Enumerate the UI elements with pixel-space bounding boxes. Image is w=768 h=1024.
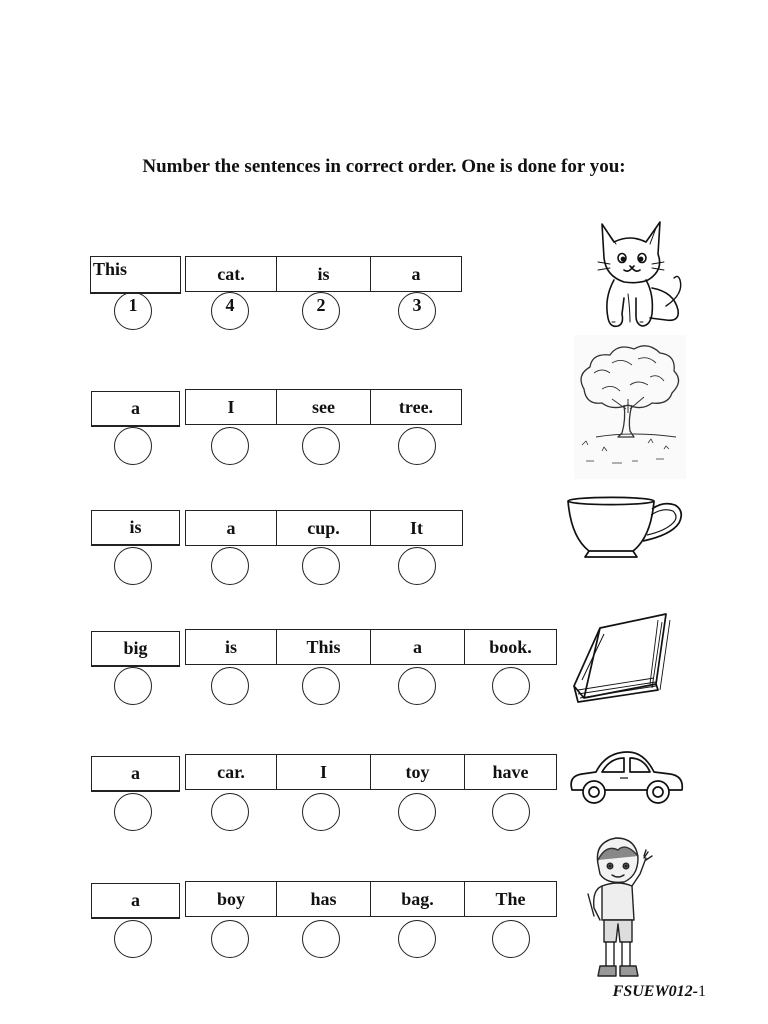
footer-code: FSUEW012- [612, 983, 698, 1000]
word-box: a [91, 883, 180, 919]
instruction-title: Number the sentences in correct order. One is done for you: [142, 156, 626, 177]
word-box: cat. [185, 256, 277, 292]
word-box: tree. [370, 389, 462, 425]
word-box: a [91, 756, 180, 792]
order-circle[interactable] [398, 547, 436, 585]
order-circle[interactable] [398, 793, 436, 831]
sentence-row-5 [0, 754, 560, 844]
order-circle[interactable] [211, 793, 249, 831]
word-box: This [90, 256, 181, 294]
order-circle[interactable] [302, 793, 340, 831]
word-box: The [464, 881, 557, 917]
car-picture [566, 746, 688, 810]
word-box: boy [185, 881, 277, 917]
sentence-row-4 [0, 629, 560, 719]
order-circle[interactable] [114, 920, 152, 958]
order-circle[interactable] [114, 793, 152, 831]
order-circle[interactable] [211, 427, 249, 465]
page-number: 1 [698, 983, 706, 1000]
word-box: a [370, 629, 465, 665]
order-circle[interactable] [114, 667, 152, 705]
word-box: This [276, 629, 371, 665]
word-box: It [370, 510, 463, 546]
order-circle[interactable] [302, 667, 340, 705]
word-box: a [91, 391, 180, 427]
word-box: have [464, 754, 557, 790]
order-circle[interactable]: 2 [302, 292, 340, 330]
cup-picture [563, 495, 687, 563]
word-box: is [185, 629, 277, 665]
word-box: cup. [276, 510, 371, 546]
order-circle[interactable] [302, 427, 340, 465]
worksheet-code [613, 983, 706, 1001]
sentence-row-2 [0, 389, 560, 479]
word-box: book. [464, 629, 557, 665]
order-circle[interactable] [211, 547, 249, 585]
tree-picture [572, 333, 688, 481]
order-circle[interactable] [492, 667, 530, 705]
order-circle[interactable] [398, 920, 436, 958]
word-box: I [276, 754, 371, 790]
order-circle[interactable]: 1 [114, 292, 152, 330]
word-box: a [370, 256, 462, 292]
order-circle[interactable] [398, 667, 436, 705]
sentence-row-3 [0, 510, 560, 600]
word-box: is [276, 256, 371, 292]
order-circle[interactable] [302, 547, 340, 585]
order-circle[interactable] [398, 427, 436, 465]
word-box: big [91, 631, 180, 667]
word-box: has [276, 881, 371, 917]
order-circle[interactable] [302, 920, 340, 958]
word-box: car. [185, 754, 277, 790]
word-box: I [185, 389, 277, 425]
word-box: see [276, 389, 371, 425]
order-circle[interactable] [211, 920, 249, 958]
word-box: a [185, 510, 277, 546]
cat-picture [588, 214, 688, 332]
word-box: is [91, 510, 180, 546]
order-circle[interactable]: 3 [398, 292, 436, 330]
sentence-row-6 [0, 881, 560, 971]
order-circle[interactable] [492, 793, 530, 831]
book-picture [570, 610, 674, 706]
order-circle[interactable]: 4 [211, 292, 249, 330]
sentence-row-1 [0, 256, 560, 346]
order-circle[interactable] [114, 547, 152, 585]
word-box: toy [370, 754, 465, 790]
order-circle[interactable] [492, 920, 530, 958]
word-box: bag. [370, 881, 465, 917]
boy-picture [584, 834, 660, 984]
order-circle[interactable] [211, 667, 249, 705]
order-circle[interactable] [114, 427, 152, 465]
